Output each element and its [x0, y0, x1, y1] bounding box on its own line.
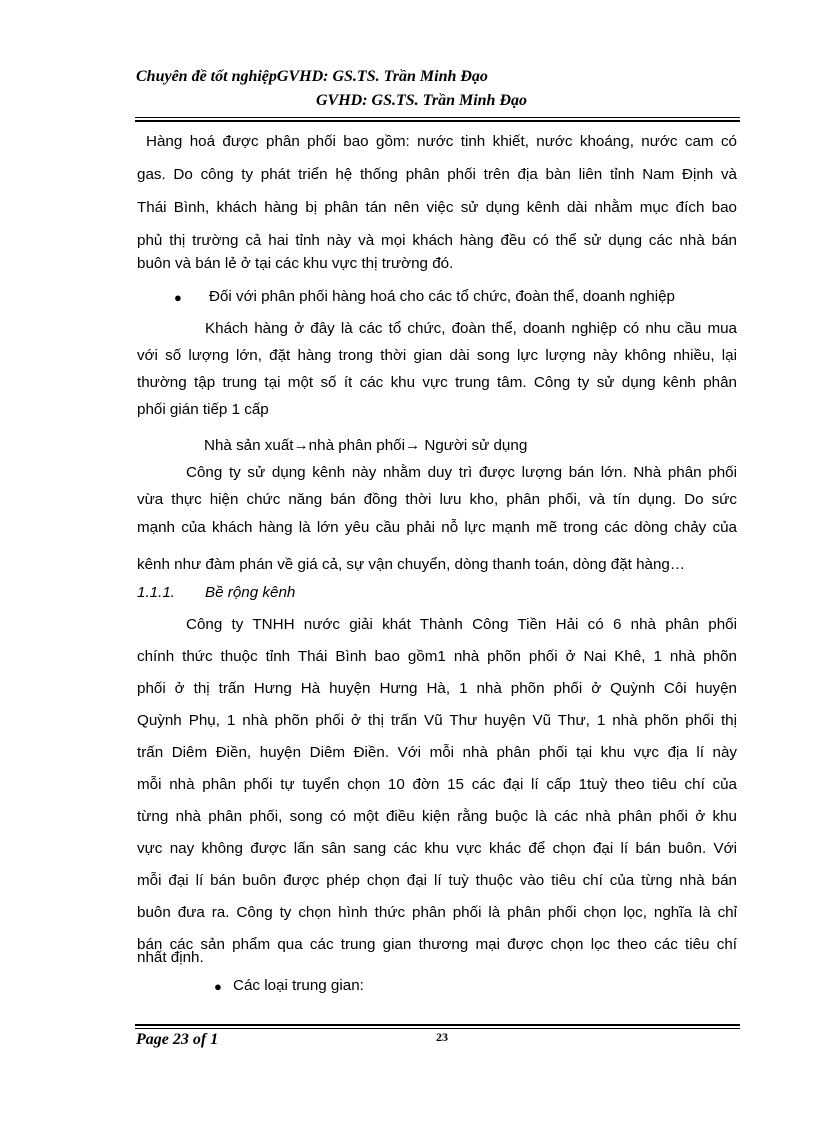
paragraph-line: Quỳnh Phụ, 1 nhà phõn phối ở thị trấn Vũ Thư huyện Vũ Thư, 1 nhà phõn phối thị [137, 712, 737, 729]
paragraph-line: bán các sản phẩm qua các trung gian thương mại được chọn lọc theo các tiêu chí [137, 936, 737, 953]
bullet-text: Đối với phân phối hàng hoá cho các tổ chức, đoàn thể, doanh nghiệp [209, 288, 675, 305]
distribution-flow: Nhà sản xuất→nhà phân phối→ Người sử dụng [204, 437, 528, 454]
paragraph-line: nhất định. [137, 949, 204, 966]
bullet-icon: ● [174, 290, 182, 305]
paragraph-line: phối ở thị trấn Hưng Hà huyện Hưng Hà, 1 nhà phõn phối ở Quỳnh Côi huyện [137, 680, 737, 697]
footer-page-number: 23 [436, 1030, 448, 1044]
paragraph-line: chính thức thuộc tỉnh Thái Bình bao gồm1 nhà phõn phối ở Nai Khê, 1 nhà phõn [137, 648, 737, 665]
footer-rule [135, 1028, 740, 1029]
header-title: Chuyên đề tốt nghiệpGVHD: GS.TS. Trần Minh Đạo [136, 68, 488, 85]
header-rule [135, 117, 740, 118]
paragraph-line: từng nhà phân phối, song có một điều kiện rằng buộc là các nhà phân phối ở khu [137, 808, 737, 825]
paragraph-line: vực nay không được lấn sân sang các khu vực khác để chọn đại lí bán buôn. Với [137, 840, 737, 857]
paragraph-line: vừa thực hiện chức năng bán đồng thời lưu kho, phân phối, và tín dụng. Do sức [137, 491, 737, 508]
paragraph-line: phủ thị trường cả hai tỉnh này và mọi khách hàng đều có thể sử dụng các nhà bán [137, 232, 737, 249]
paragraph-line: thường tập trung tại một số ít các khu vực trung tâm. Công ty sử dụng kênh phân [137, 374, 737, 391]
paragraph-line: trấn Diêm Điền, huyện Diêm Điền. Với mỗi nhà phân phối tại khu vực địa lí này [137, 744, 737, 761]
footer-rule [135, 1024, 740, 1026]
paragraph-line: Công ty sử dụng kênh này nhằm duy trì được lượng bán lớn. Nhà phân phối [186, 464, 737, 481]
section-number: 1.1.1. [137, 584, 175, 601]
paragraph-line: với số lượng lớn, đặt hàng trong thời gian dài song lực lượng này không nhiều, lại [137, 347, 737, 364]
paragraph-line: mạnh của khách hàng là lớn yêu cầu phải nỗ lực mạnh mẽ trong các dòng chảy của [137, 519, 737, 536]
paragraph-line: buôn đưa ra. Công ty chọn hình thức phân phối là phân phối chọn lọc, nghĩa là chỉ [137, 904, 737, 921]
paragraph-line: gas. Do công ty phát triển hệ thống phân phối trên địa bàn liên tỉnh Nam Định và [137, 166, 737, 183]
paragraph-line: Khách hàng ở đây là các tổ chức, đoàn thể, doanh nghiệp có nhu cầu mua [205, 320, 737, 337]
paragraph-line: mỗi đại lí bán buôn được phép chọn đại lí tuỳ thuộc vào tiêu chí của từng nhà bán [137, 872, 737, 889]
paragraph-line: Công ty TNHH nước giải khát Thành Công Tiền Hải có 6 nhà phân phối [186, 616, 737, 633]
header-rule [135, 120, 740, 122]
paragraph-line: Thái Bình, khách hàng bị phân tán nên việc sử dụng kênh dài nhằm mục đích bao [137, 199, 737, 216]
section-heading [137, 583, 295, 603]
paragraph-line: Hàng hoá được phân phối bao gồm: nước tinh khiết, nước khoáng, nước cam có [146, 133, 737, 150]
bullet-icon: ● [214, 979, 222, 994]
footer-page-label: Page 23 of 1 [136, 1031, 219, 1048]
paragraph-line: phối gián tiếp 1 cấp [137, 401, 269, 418]
section-title: Bề rộng kênh [205, 584, 296, 601]
paragraph-line: buôn và bán lẻ ở tại các khu vực thị trường đó. [137, 255, 454, 272]
paragraph-line: kênh như đàm phán về giá cả, sự vận chuyển, dòng thanh toán, dòng đặt hàng… [137, 556, 686, 573]
paragraph-line: mỗi nhà phân phối tự tuyển chọn 10 đờn 15 các đại lí cấp 1tuỳ theo tiêu chí của [137, 776, 737, 793]
bullet-text: Các loại trung gian: [233, 977, 364, 994]
header-subtitle: GVHD: GS.TS. Trần Minh Đạo [316, 92, 528, 109]
